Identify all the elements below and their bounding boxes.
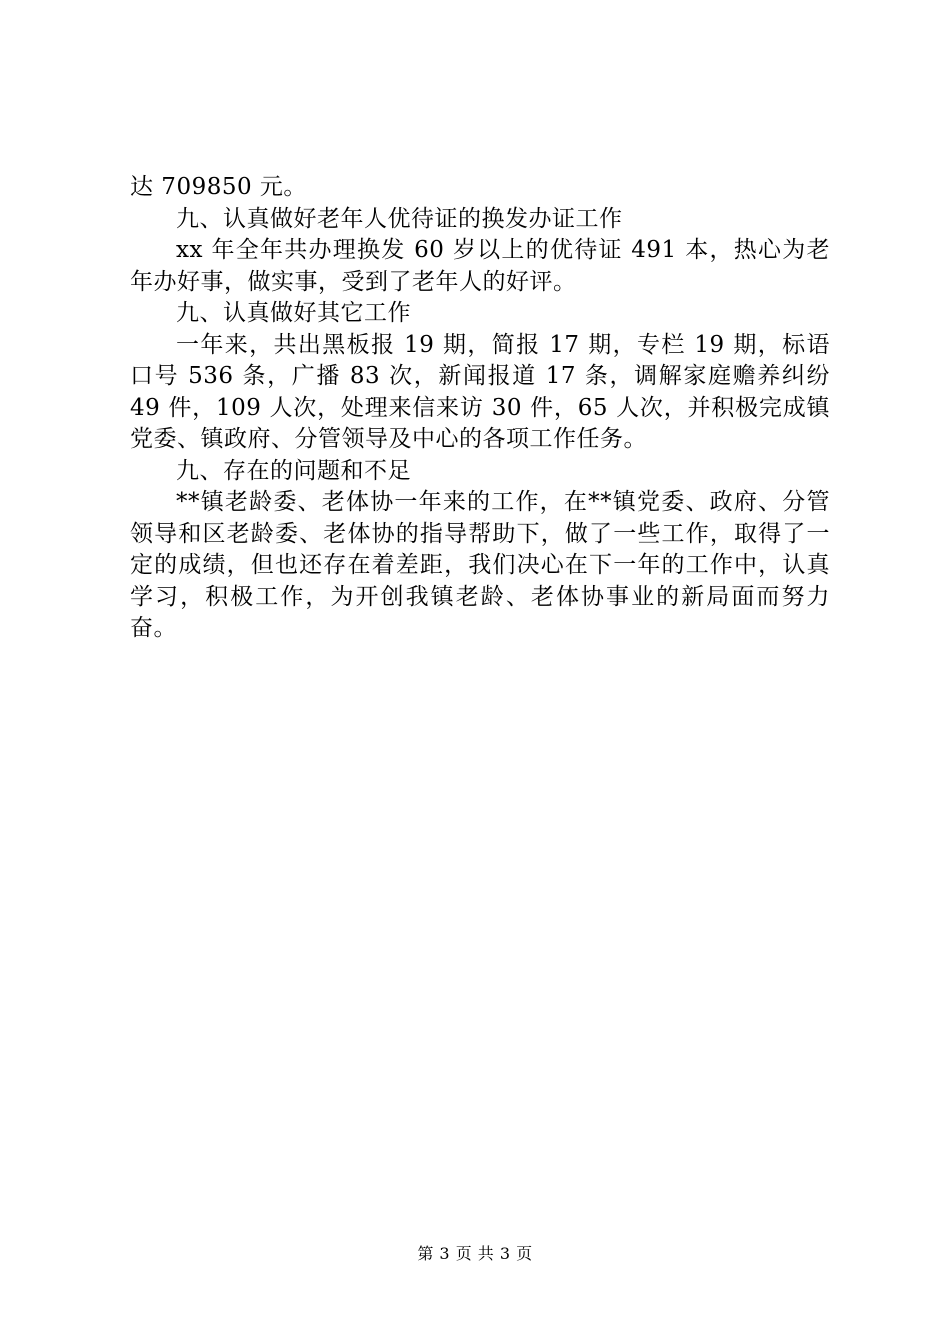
document-body xyxy=(130,172,830,645)
page-number-footer: 第 3 页 共 3 页 xyxy=(417,1244,533,1263)
paragraph-1: 达 709850 元。 xyxy=(130,174,307,200)
paragraph-other-work: 一年来，共出黑板报 19 期，简报 17 期，专栏 19 期，标语口号 536 条，广播 83 次，新闻报道 17 条，调解家庭赡养纠纷 49 件，109 人次，处理来信来访 30 件，65 人次，并积极完成镇党委、镇政府、分管领导及中心的各项工作任务。 xyxy=(130,331,830,452)
section-heading-other-work: 九、认真做好其它工作 xyxy=(176,300,411,326)
paragraph-problems: **镇老龄委、老体协一年来的工作，在**镇党委、政府、分管领导和区老龄委、老体协的指导帮助下，做了一些工作，取得了一定的成绩，但也还存在着差距，我们决心在下一年的工作中，认真学习，积极工作，为开创我镇老龄、老体协事业的新局面而努力奋。 xyxy=(130,489,830,641)
paragraph-coupon: xx 年全年共办理换发 60 岁以上的优待证 491 本，热心为老年办好事，做实事，受到了老年人的好评。 xyxy=(130,237,830,295)
section-heading-problems: 九、存在的问题和不足 xyxy=(176,457,411,484)
section-heading-coupon: 九、认真做好老年人优待证的换发办证工作 xyxy=(176,205,623,232)
